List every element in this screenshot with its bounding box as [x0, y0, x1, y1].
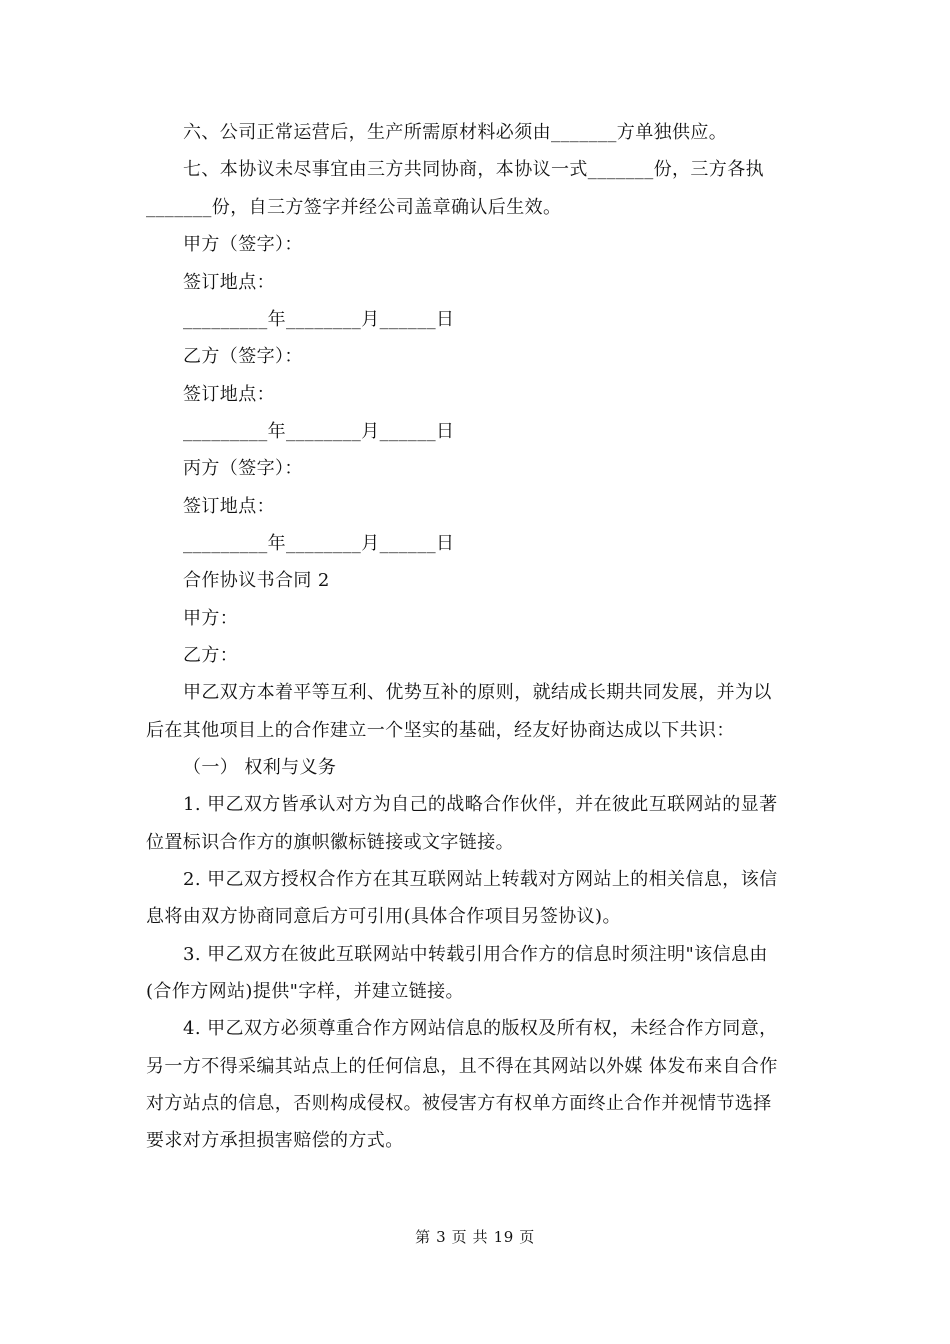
- item-4-line-1: 4. 甲乙双方必须尊重合作方网站信息的版权及所有权，未经合作方同意，: [183, 1018, 778, 1039]
- party-c-signature-label: 丙方（签字）：: [183, 458, 303, 479]
- party-c-sign-place-label: 签订地点：: [183, 496, 275, 517]
- item-1-line-1: 1. 甲乙双方皆承认对方为自己的战略合作伙伴，并在彼此互联网站的显著: [183, 794, 778, 815]
- page-number-footer: 第 3 页 共 19 页: [415, 1228, 535, 1246]
- item-4-line-4: 要求对方承担损害赔偿的方式。: [146, 1130, 404, 1151]
- party-b-date-line: _________年________月______日: [183, 421, 455, 442]
- clause-6-line: 六、公司正常运营后，生产所需原材料必须由_______方单独供应。: [183, 122, 728, 143]
- item-3-line-1: 3. 甲乙双方在彼此互联网站中转载引用合作方的信息时须注明"该信息由: [183, 944, 768, 965]
- party-a-date-line: _________年________月______日: [183, 309, 455, 330]
- party-a-label: 甲方：: [183, 608, 239, 629]
- party-a-signature-label: 甲方（签字）：: [183, 234, 303, 255]
- item-2-line-2: 息将由双方协商同意后方可引用(具体合作项目另签协议)。: [146, 906, 621, 927]
- preamble-line-2: 后在其他项目上的合作建立一个坚实的基础，经友好协商达成以下共识：: [146, 720, 735, 741]
- party-a-sign-place-label: 签订地点：: [183, 272, 275, 293]
- clause-7-line-2: _______份，自三方签字并经公司盖章确认后生效。: [146, 197, 562, 218]
- item-4-line-2: 另一方不得采编其站点上的任何信息，且不得在其网站以外媒 体发布来自合作: [146, 1056, 778, 1077]
- item-2-line-1: 2. 甲乙双方授权合作方在其互联网站上转载对方网站上的相关信息，该信: [183, 869, 778, 890]
- preamble-line-1: 甲乙双方本着平等互利、优势互补的原则，就结成长期共同发展，并为以: [183, 682, 772, 703]
- party-b-label: 乙方：: [183, 645, 239, 666]
- party-b-sign-place-label: 签订地点：: [183, 384, 275, 405]
- contract-2-title: 合作协议书合同 2: [183, 570, 330, 591]
- item-1-line-2: 位置标识合作方的旗帜徽标链接或文字链接。: [146, 832, 514, 853]
- party-b-signature-label: 乙方（签字）：: [183, 346, 303, 367]
- item-3-line-2: (合作方网站)提供"字样，并建立链接。: [146, 981, 464, 1002]
- section-1-heading: （一） 权利与义务: [183, 757, 337, 778]
- party-c-date-line: _________年________月______日: [183, 533, 455, 554]
- clause-7-line-1: 七、本协议未尽事宜由三方共同协商，本协议一式_______份，三方各执: [183, 159, 764, 180]
- item-4-line-3: 对方站点的信息，否则构成侵权。被侵害方有权单方面终止合作并视情节选择: [146, 1093, 772, 1114]
